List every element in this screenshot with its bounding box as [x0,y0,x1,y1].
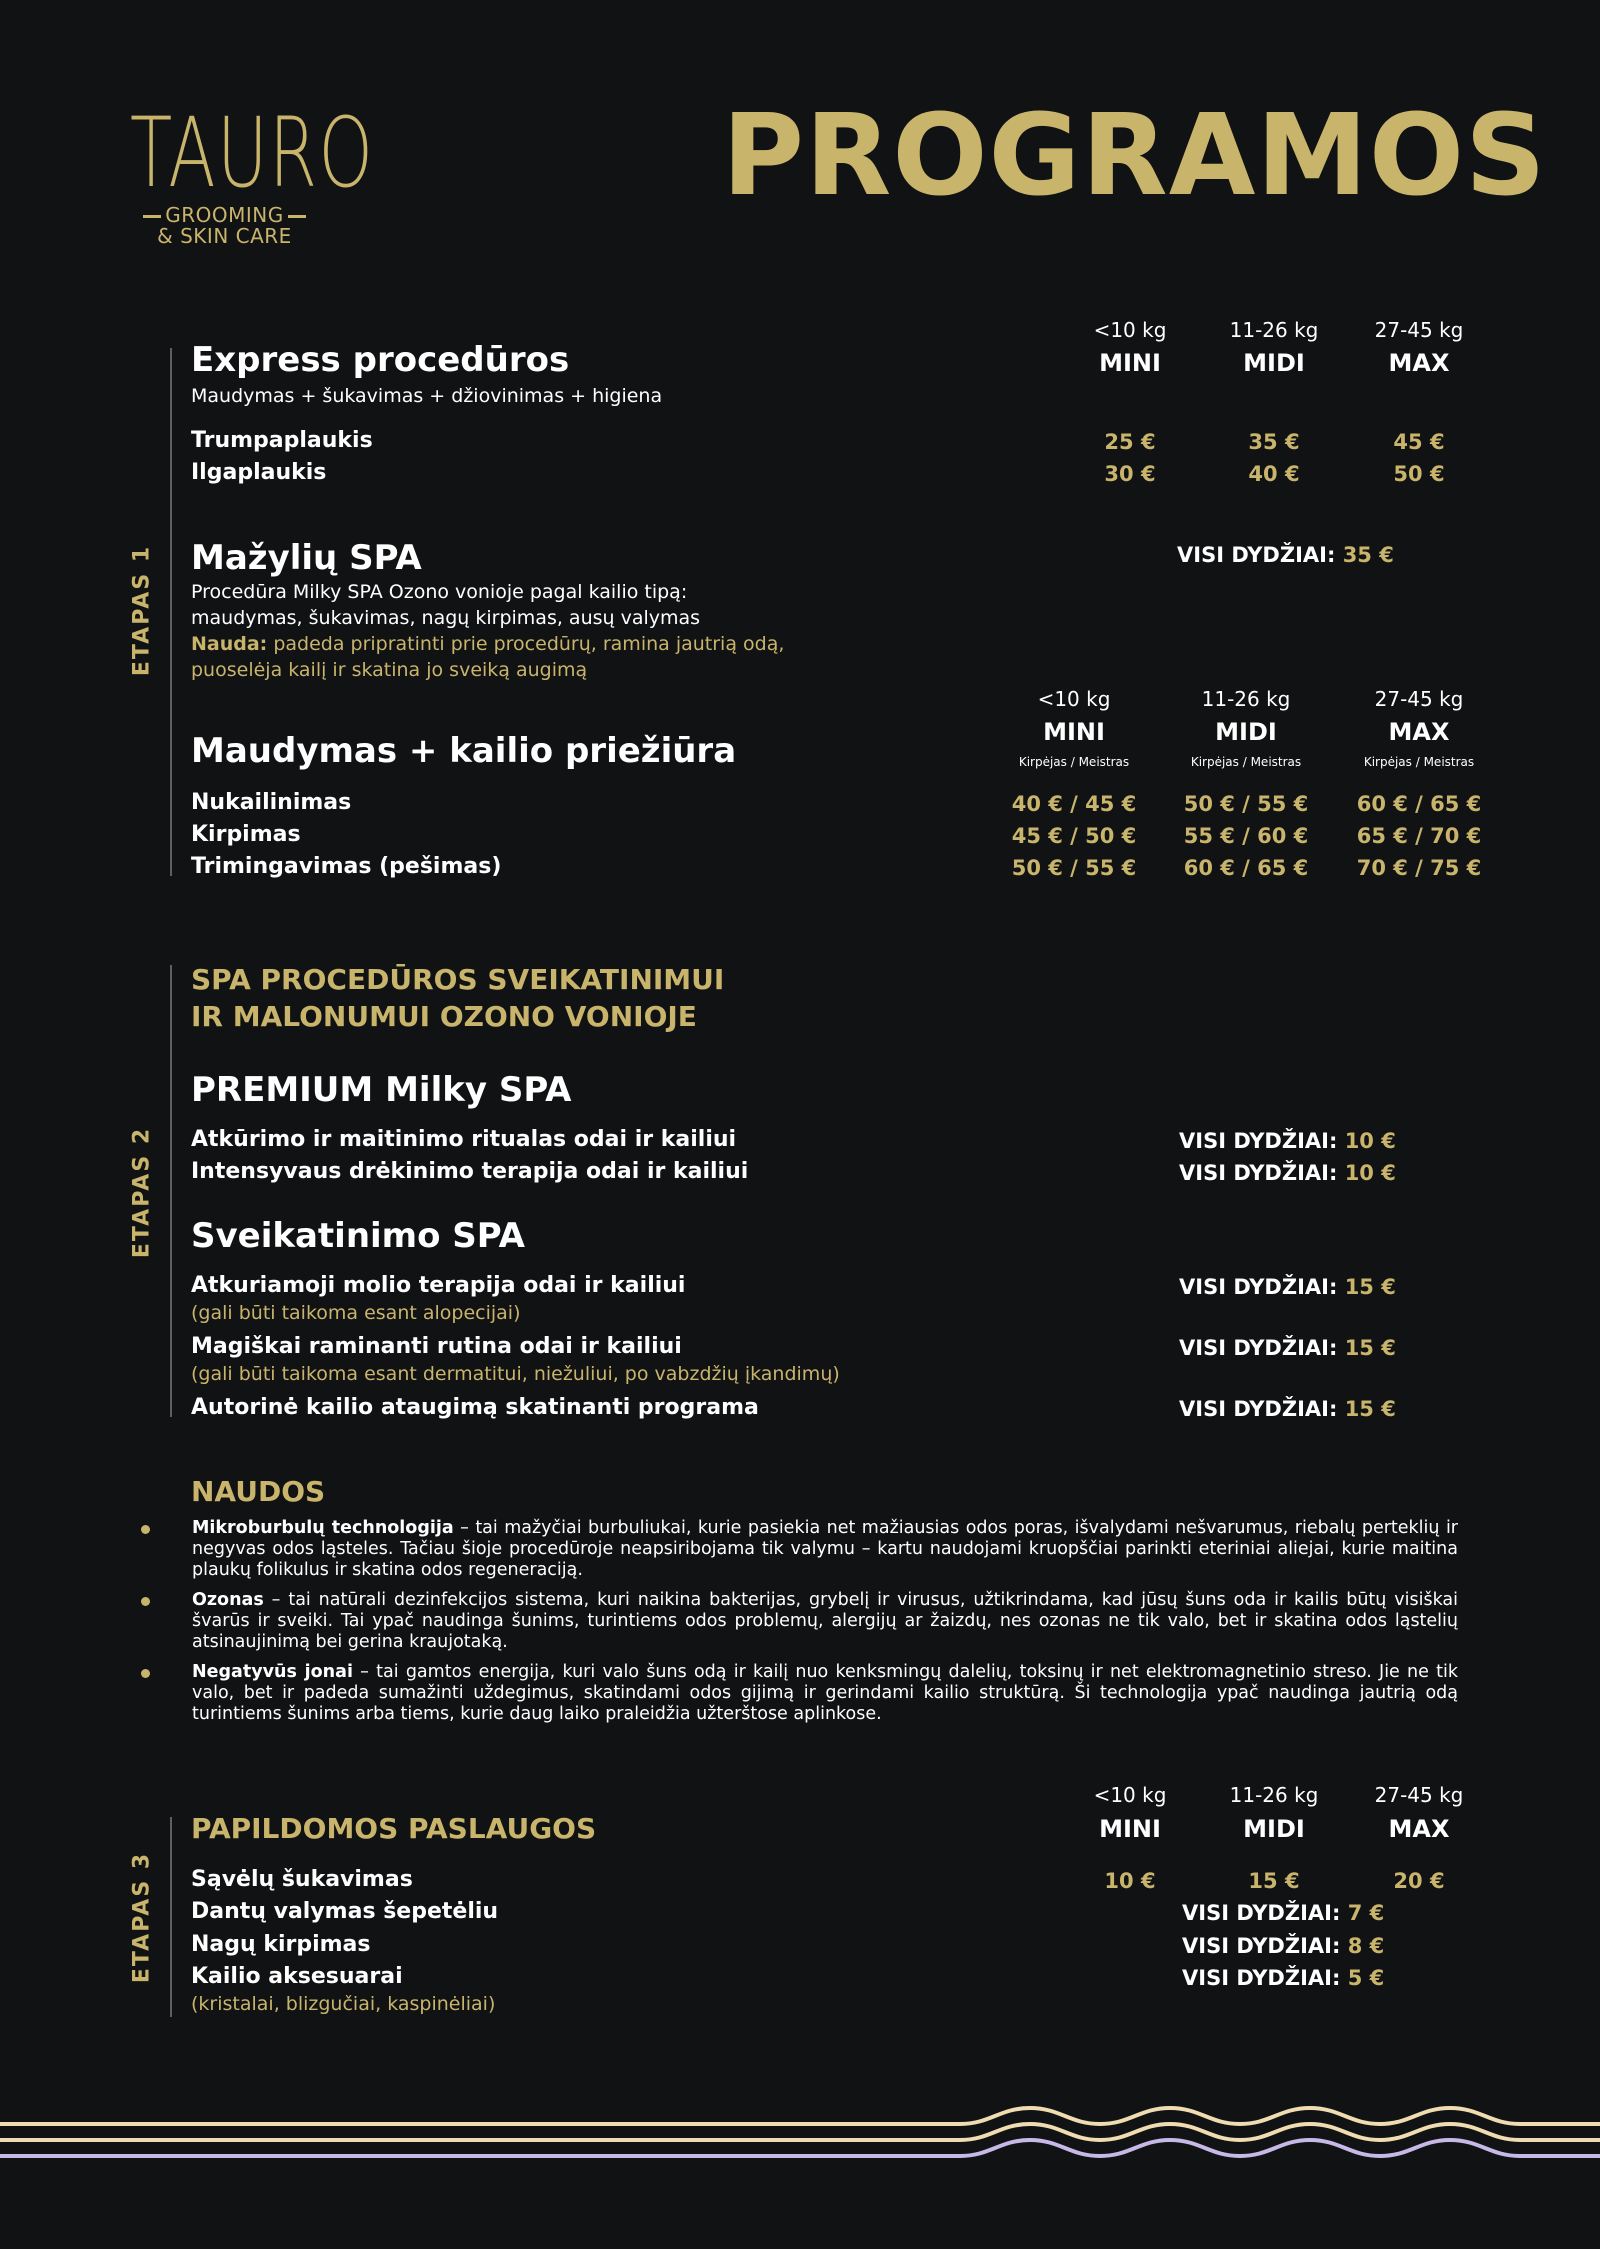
spa-heading-line1: SPA PROCEDŪROS SVEIKATINIMUI [191,963,725,996]
all-sizes-price [1179,1275,1396,1299]
benefit-text: – tai gamtos energija, kuri valo šuns odą ir kailį nuo kenksmingų dalelių, toksinų ir net elektromagnetinio streso. Jie ne tik valo, bet ir padeda sumažinti uždegimus, skatindami odos gijimą ir gerindami kailio struktūrą. Ši technologija ypač naudinga jautrią odą turintiems šunims arba tiems, kurie daug laiko praleidžia užterštose aplinkose. [192,1662,1458,1724]
benefit-text: – tai mažyčiai burbuliukai, kurie pasiekia net mažiausias odos poras, išvalydami nešvarumus, riebalų perteklių ir negyvas odos ląsteles. Tačiau šioje procedūroje neapsiribojama tik valymu – kartu naudojami kruopščiai parinkti eteriniai aliejai, kurie maitina plaukų folikulus ir skatina odos regeneraciją. [192,1518,1458,1580]
spa-heading [191,961,724,1035]
bath-care-title: Maudymas + kailio priežiūra [191,731,737,771]
all-sizes-value: 8 € [1347,1934,1385,1958]
bath-row-label: Kirpimas [191,822,301,847]
premium-row-label: Atkūrimo ir maitinimo ritualas odai ir kailiui [191,1127,737,1152]
extras-row-label: Nagų kirpimas [191,1932,371,1957]
stage-3-label: ETAPAS 3 [129,1851,155,1984]
extras-row-label: Dantų valymas šepetėliu [191,1899,499,1924]
all-sizes-label: VISI DYDŽIAI: [1179,1336,1338,1360]
price-cell: 45 € / 50 € [1011,824,1137,848]
price-cell: 25 € [1104,430,1156,454]
logo-sub-1: GROOMING [165,203,284,227]
page-title: PROGRAMOS [722,91,1547,221]
all-sizes-label: VISI DYDŽIAI: [1179,1129,1338,1153]
col-kg-midi: 11-26 kg [1229,1783,1319,1807]
all-sizes-value: 15 € [1344,1397,1396,1421]
logo-sub-2: & SKIN CARE [157,224,292,248]
benefit-text: – tai natūrali dezinfekcijos sistema, kuri naikina bakterijas, grybelį ir virusus, užtikrindama, kad jūsų šuns oda ir kailis būtų visiškai švarūs ir sveiki. Tai ypač naudinga šunims, turintiems odos problemų, alergijų ar žaizdų, nes ozonas ne tik valo, bet ir skatina odos ląstelių atsinaujinimą bei gerina kraujotaką. [192,1590,1458,1652]
all-sizes-value: 35 € [1342,543,1394,567]
health-row-label: Atkuriamoji molio terapija odai ir kailiui [191,1273,686,1298]
price-cell: 10 € [1104,1869,1156,1893]
all-sizes-label: VISI DYDŽIAI: [1177,543,1336,567]
col-kg-midi: 11-26 kg [1229,318,1319,342]
all-sizes-price [1179,1129,1396,1153]
logo-subtitle [132,205,317,247]
benefit-term: Mikroburbulų technologija [192,1518,454,1538]
benefit-term: Ozonas [192,1590,264,1610]
express-row-label: Trumpaplaukis [191,428,373,453]
puppy-spa-line2: maudymas, šukavimas, nagų kirpimas, ausų valymas [191,607,701,629]
col-note: Kirpėjas / Meistras [1190,755,1302,769]
puppy-spa-benefit-2: puoselėja kailį ir skatina jo sveiką augimą [191,659,588,681]
all-sizes-label: VISI DYDŽIAI: [1179,1275,1338,1299]
benefits-title: NAUDOS [191,1475,326,1508]
benefit-item [192,1662,1458,1725]
bullet-icon [141,1669,150,1678]
stage-1-divider [170,348,172,876]
wave-line-purple [0,2140,1600,2156]
extras-row-label: Kailio aksesuarai [191,1964,403,1989]
puppy-spa-benefit [191,633,784,655]
col-name-max: MAX [1388,1815,1450,1843]
col-name-max: MAX [1388,718,1450,746]
price-cell: 30 € [1104,462,1156,486]
extras-accessories-note: (kristalai, blizgučiai, kaspinėliai) [191,1993,496,2015]
bullet-icon [141,1597,150,1606]
puppy-spa-title: Mažylių SPA [191,538,422,578]
benefit-term: Negatyvūs jonai [192,1662,353,1682]
all-sizes-price [1182,1966,1384,1990]
spa-heading-line2: IR MALONUMUI OZONO VONIOJE [191,1000,697,1033]
all-sizes-price [1179,1336,1396,1360]
bath-row-label: Nukailinimas [191,790,352,815]
health-row-note: (gali būti taikoma esant alopecijai) [191,1302,521,1324]
price-cell: 45 € [1393,430,1445,454]
all-sizes-price [1179,1161,1396,1185]
all-sizes-value: 10 € [1344,1161,1396,1185]
price-cell: 55 € / 60 € [1183,824,1309,848]
col-name-midi: MIDI [1243,1815,1305,1843]
all-sizes-label: VISI DYDŽIAI: [1182,1934,1341,1958]
extras-row-label: Sąvėlų šukavimas [191,1867,413,1892]
price-cell: 20 € [1393,1869,1445,1893]
price-cell: 40 € [1248,462,1300,486]
col-kg-mini: <10 kg [1093,1783,1167,1807]
price-cell: 40 € / 45 € [1011,792,1137,816]
benefit-text1: padeda pripratinti prie procedūrų, ramina jautrią odą, [267,633,785,655]
all-sizes-value: 10 € [1344,1129,1396,1153]
health-row-note: (gali būti taikoma esant dermatitui, niežuliui, po vabzdžių įkandimų) [191,1363,840,1385]
col-name-max: MAX [1388,349,1450,377]
price-cell: 15 € [1248,1869,1300,1893]
col-name-mini: MINI [1099,349,1161,377]
health-spa-title: Sveikatinimo SPA [191,1216,525,1256]
price-cell: 70 € / 75 € [1356,856,1482,880]
premium-row-label: Intensyvaus drėkinimo terapija odai ir kailiui [191,1159,749,1184]
price-cell: 50 € [1393,462,1445,486]
col-name-midi: MIDI [1215,718,1277,746]
price-cell: 35 € [1248,430,1300,454]
col-kg-mini: <10 kg [1093,318,1167,342]
bath-row-label: Trimingavimas (pešimas) [191,854,502,879]
all-sizes-value: 15 € [1344,1336,1396,1360]
benefit-item [192,1590,1458,1653]
all-sizes-value: 15 € [1344,1275,1396,1299]
benefit-label: Nauda: [191,633,268,655]
all-sizes-label: VISI DYDŽIAI: [1182,1966,1341,1990]
all-sizes-label: VISI DYDŽIAI: [1182,1901,1341,1925]
express-title: Express procedūros [191,340,570,380]
wave-line-cream-1 [0,2108,1600,2124]
price-cell: 60 € / 65 € [1356,792,1482,816]
price-cell: 50 € / 55 € [1011,856,1137,880]
wave-line-cream-2 [0,2124,1600,2140]
col-name-midi: MIDI [1243,349,1305,377]
all-sizes-price [1177,543,1394,567]
extras-title: PAPILDOMOS PASLAUGOS [191,1812,597,1845]
all-sizes-label: VISI DYDŽIAI: [1179,1161,1338,1185]
health-row-label: Magiškai raminanti rutina odai ir kailiui [191,1334,682,1359]
all-sizes-price [1182,1901,1384,1925]
col-name-mini: MINI [1043,718,1105,746]
express-subtitle: Maudymas + šukavimas + džiovinimas + higiena [191,385,663,407]
puppy-spa-line1: Procedūra Milky SPA Ozono vonioje pagal kailio tipą: [191,581,688,603]
price-cell: 65 € / 70 € [1356,824,1482,848]
all-sizes-price [1179,1397,1396,1421]
stage-1-label: ETAPAS 1 [129,544,155,677]
price-cell: 60 € / 65 € [1183,856,1309,880]
premium-title: PREMIUM Milky SPA [191,1070,572,1110]
decorative-waves [0,2100,1600,2190]
price-cell: 50 € / 55 € [1183,792,1309,816]
all-sizes-value: 5 € [1347,1966,1385,1990]
all-sizes-price [1182,1934,1384,1958]
all-sizes-label: VISI DYDŽIAI: [1179,1397,1338,1421]
stage-2-divider [170,965,172,1417]
express-row-label: Ilgaplaukis [191,460,327,485]
col-note: Kirpėjas / Meistras [1018,755,1130,769]
stage-2-label: ETAPAS 2 [129,1126,155,1259]
logo-wordmark: TAURO [130,97,375,209]
col-kg-mini: <10 kg [1037,687,1111,711]
col-kg-max: 27-45 kg [1374,318,1464,342]
bullet-icon [141,1525,150,1534]
col-kg-max: 27-45 kg [1374,1783,1464,1807]
health-row-label: Autorinė kailio ataugimą skatinanti programa [191,1395,759,1420]
col-kg-max: 27-45 kg [1374,687,1464,711]
col-kg-midi: 11-26 kg [1201,687,1291,711]
col-note: Kirpėjas / Meistras [1363,755,1475,769]
benefit-item [192,1518,1458,1581]
all-sizes-value: 7 € [1347,1901,1385,1925]
stage-3-divider [170,1817,172,2017]
col-name-mini: MINI [1099,1815,1161,1843]
